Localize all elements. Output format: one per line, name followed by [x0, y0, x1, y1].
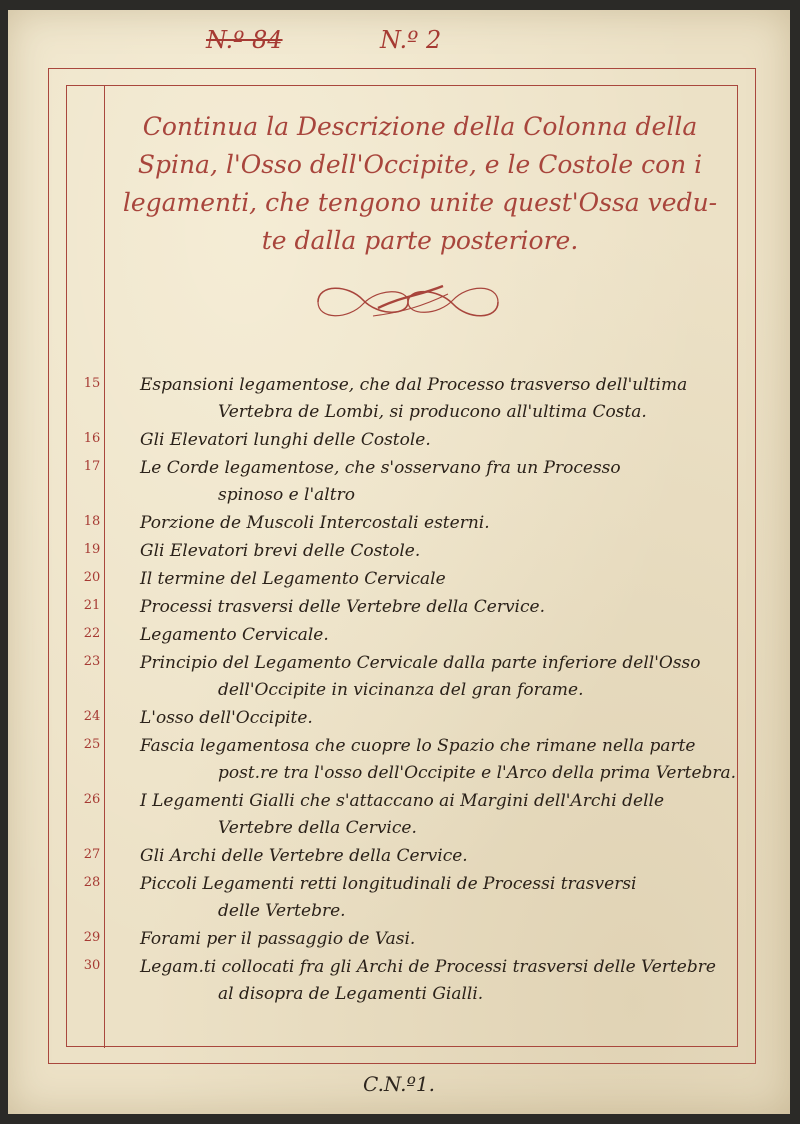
- calligraphic-flourish-ornament: [308, 272, 508, 332]
- entry-text: L'osso dell'Occipite.: [140, 708, 313, 728]
- entry-text-continued: spinoso e l'altro: [218, 485, 355, 505]
- entry-number: 27: [83, 847, 101, 862]
- entry-text: I Legamenti Gialli che s'attaccano ai Margini dell'Archi delle: [140, 791, 665, 811]
- legend-entry: [66, 926, 736, 953]
- legend-entry: [66, 510, 736, 537]
- entry-text: Il termine del Legamento Cervicale: [140, 569, 446, 589]
- entry-number: 20: [83, 570, 101, 585]
- legend-entry: [66, 427, 736, 454]
- entry-number: 23: [83, 654, 101, 669]
- legend-entry: [66, 843, 736, 870]
- entry-text: Porzione de Muscoli Intercostali esterni.: [140, 513, 490, 533]
- current-page-number: N.º 2: [380, 26, 442, 54]
- struck-page-number: N.º 84: [206, 26, 283, 54]
- entry-text: Processi trasversi delle Vertebre della Cervice.: [140, 597, 545, 617]
- legend-entry: [66, 954, 736, 1008]
- entry-number: 25: [83, 737, 101, 752]
- entry-text-continued: al disopra de Legamenti Gialli.: [218, 984, 484, 1004]
- entry-number: 26: [83, 792, 101, 807]
- legend-entry: [66, 705, 736, 732]
- legend-entry: [66, 594, 736, 621]
- legend-entry: [66, 788, 736, 842]
- page-number-header: [8, 26, 790, 66]
- entry-number: 28: [83, 875, 101, 890]
- entry-text: Legam.ti collocati fra gli Archi de Processi trasversi delle Vertebre: [140, 957, 716, 977]
- entry-text: Le Corde legamentose, che s'osservano fra un Processo: [140, 458, 621, 478]
- entry-number: 15: [83, 376, 101, 391]
- legend-entry: [66, 650, 736, 704]
- entry-text-continued: dell'Occipite in vicinanza del gran forame.: [218, 680, 584, 700]
- entry-text-continued: Vertebre della Cervice.: [218, 818, 417, 838]
- legend-entry: [66, 455, 736, 509]
- entry-number: 17: [83, 459, 101, 474]
- entry-text-continued: post.re tra l'osso dell'Occipite e l'Arco della prima Vertebra.: [218, 763, 737, 783]
- entry-text: Gli Elevatori brevi delle Costole.: [140, 541, 421, 561]
- page-title: [104, 108, 736, 260]
- legend-entries: [66, 372, 736, 1009]
- title-line: te dalla parte posteriore.: [261, 226, 579, 255]
- entry-text: Principio del Legamento Cervicale dalla parte inferiore dell'Osso: [140, 653, 701, 673]
- entry-text: Piccoli Legamenti retti longitudinali de Processi trasversi: [140, 874, 637, 894]
- entry-number: 18: [83, 514, 101, 529]
- entry-text: Espansioni legamentose, che dal Processo trasverso dell'ultima: [140, 375, 688, 395]
- entry-text-continued: delle Vertebre.: [218, 901, 346, 921]
- entry-text-continued: Vertebra de Lombi, si producono all'ultima Costa.: [218, 402, 647, 422]
- title-line: Continua la Descrizione della Colonna della: [142, 112, 698, 141]
- entry-text: Gli Elevatori lunghi delle Costole.: [140, 430, 431, 450]
- entry-number: 30: [83, 958, 101, 973]
- entry-text: Gli Archi delle Vertebre della Cervice.: [140, 846, 468, 866]
- title-line: legamenti, che tengono unite quest'Ossa vedu-: [122, 188, 718, 217]
- legend-entry: [66, 733, 736, 787]
- entry-text: Legamento Cervicale.: [140, 625, 329, 645]
- entry-number: 21: [83, 598, 101, 613]
- entry-number: 24: [83, 709, 101, 724]
- legend-entry: [66, 622, 736, 649]
- manuscript-page: [8, 10, 790, 1114]
- footer-signature-mark: C.N.º1.: [362, 1072, 435, 1096]
- entry-number: 22: [83, 626, 101, 641]
- title-line: Spina, l'Osso dell'Occipite, e le Costole con i: [137, 150, 703, 179]
- legend-entry: [66, 372, 736, 426]
- entry-text: Fascia legamentosa che cuopre lo Spazio che rimane nella parte: [140, 736, 696, 756]
- legend-entry: [66, 538, 736, 565]
- entry-text: Forami per il passaggio de Vasi.: [140, 929, 416, 949]
- legend-entry: [66, 871, 736, 925]
- entry-number: 29: [83, 930, 101, 945]
- entry-number: 16: [83, 431, 101, 446]
- entry-number: 19: [83, 542, 101, 557]
- legend-entry: [66, 566, 736, 593]
